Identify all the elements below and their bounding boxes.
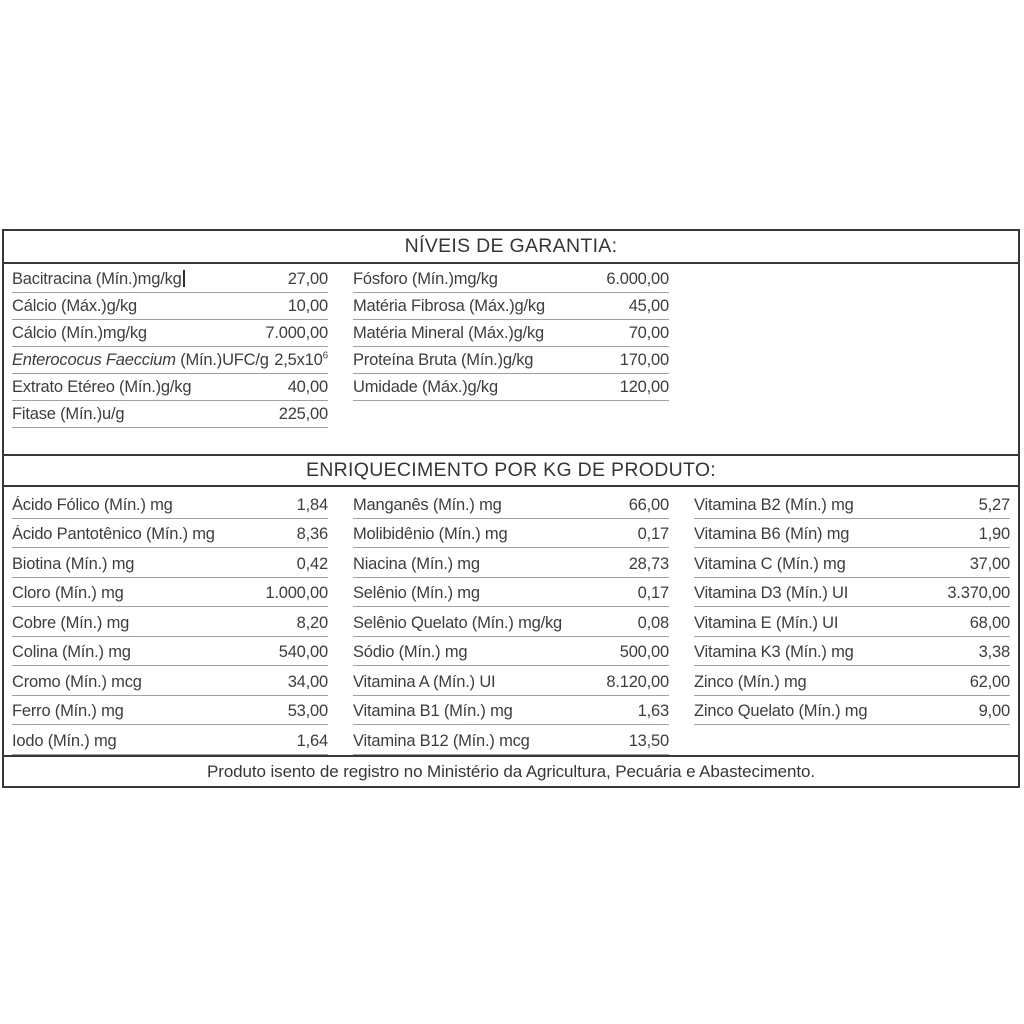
text-cursor <box>183 270 185 287</box>
row-value: 7.000,00 <box>265 324 328 342</box>
row-value: 500,00 <box>619 643 669 661</box>
row-value: 27,00 <box>287 270 328 288</box>
row-label: Umidade (Máx.)g/kg <box>353 378 498 396</box>
table-row <box>12 401 328 428</box>
row-label: Selênio (Mín.) mg <box>353 584 480 602</box>
row-label: Molibidênio (Mín.) mg <box>353 525 508 543</box>
row-value: 8.120,00 <box>606 672 669 691</box>
table-row <box>694 696 1010 726</box>
row-label: Vitamina B2 (Mín.) mg <box>694 495 854 514</box>
section-title-text: NÍVEIS DE GARANTIA: <box>404 235 618 257</box>
row-value: 1.000,00 <box>265 584 328 602</box>
section-enriquecimento-content <box>4 487 1018 755</box>
row-label: Fósforo (Mín.)mg/kg <box>353 270 498 288</box>
table-row <box>12 696 328 726</box>
row-value: 540,00 <box>278 643 328 661</box>
scientific-name: Enterococus Faeccium <box>12 351 176 369</box>
row-value: 66,00 <box>628 495 669 514</box>
row-label: Vitamina D3 (Mín.) UI <box>694 584 849 602</box>
row-value: 68,00 <box>969 613 1010 632</box>
table-row <box>12 578 328 608</box>
table-row <box>353 519 669 549</box>
row-label: Selênio Quelato (Mín.) mg/kg <box>353 613 562 632</box>
niveis-column-1 <box>12 266 328 454</box>
table-row <box>12 293 328 320</box>
table-row <box>353 666 669 696</box>
row-label: Cálcio (Máx.)g/kg <box>12 297 137 315</box>
section-title-text: ENRIQUECIMENTO POR KG DE PRODUTO: <box>305 459 717 481</box>
row-value: 1,63 <box>637 702 669 720</box>
table-row <box>12 666 328 696</box>
table-row <box>12 320 328 347</box>
row-label: Vitamina A (Mín.) UI <box>353 672 496 691</box>
row-value: 170,00 <box>619 351 669 369</box>
table-row <box>694 548 1010 578</box>
row-value: 0,08 <box>637 613 669 632</box>
row-label: Sódio (Mín.) mg <box>353 643 468 661</box>
row-value: 45,00 <box>628 297 669 315</box>
table-row <box>353 696 669 726</box>
table-row <box>694 666 1010 696</box>
row-label: Matéria Fibrosa (Máx.)g/kg <box>353 297 545 315</box>
row-label: Ácido Pantotênico (Mín.) mg <box>12 525 215 543</box>
row-label: Vitamina K3 (Mín.) mg <box>694 643 854 661</box>
row-value: 8,20 <box>296 613 328 632</box>
row-value: 0,17 <box>637 584 669 602</box>
table-row <box>12 347 328 374</box>
row-label: Ácido Fólico (Mín.) mg <box>12 495 173 514</box>
footer-text: Produto isento de registro no Ministério da Agricultura, Pecuária e Abastecimento. <box>207 762 815 781</box>
enriquecimento-column-3 <box>694 489 1010 755</box>
row-label: Cobre (Mín.) mg <box>12 613 130 632</box>
row-value: 3,38 <box>978 643 1010 661</box>
table-row <box>353 637 669 667</box>
row-value: 37,00 <box>969 554 1010 573</box>
section-title-niveis-de-garantia <box>4 231 1018 264</box>
row-label: Vitamina E (Mín.) UI <box>694 613 839 632</box>
row-label: Iodo (Mín.) mg <box>12 731 117 750</box>
row-value: 5,27 <box>978 495 1010 514</box>
table-row <box>353 374 669 401</box>
row-label: Enterococus Faeccium (Mín.)UFC/g <box>12 351 269 369</box>
row-label: Cloro (Mín.) mg <box>12 584 124 602</box>
row-label: Vitamina B1 (Mín.) mg <box>353 702 513 720</box>
table-row <box>12 637 328 667</box>
row-label: Niacina (Mín.) mg <box>353 554 480 573</box>
table-row <box>12 519 328 549</box>
row-label: Vitamina B6 (Mín) mg <box>694 525 850 543</box>
table-row <box>694 578 1010 608</box>
row-label: Biotina (Mín.) mg <box>12 554 135 573</box>
table-row <box>12 548 328 578</box>
row-value: 0,42 <box>296 554 328 573</box>
table-row <box>353 578 669 608</box>
table-row <box>353 725 669 755</box>
row-value: 28,73 <box>628 554 669 573</box>
row-label: Vitamina B12 (Mín.) mcg <box>353 731 530 750</box>
row-label: Cálcio (Mín.)mg/kg <box>12 324 147 342</box>
table-row <box>353 607 669 637</box>
enriquecimento-column-1 <box>12 489 328 755</box>
row-value: 53,00 <box>287 702 328 720</box>
table-row <box>694 519 1010 549</box>
section-title-enriquecimento <box>4 454 1018 487</box>
row-value: 9,00 <box>978 702 1010 720</box>
guarantee-table <box>2 229 1020 788</box>
row-value: 62,00 <box>969 672 1010 691</box>
niveis-column-3-empty <box>694 266 1010 454</box>
row-value: 1,64 <box>296 731 328 750</box>
section-niveis-content <box>4 264 1018 454</box>
row-label: Proteína Bruta (Mín.)g/kg <box>353 351 534 369</box>
row-value: 40,00 <box>287 378 328 396</box>
row-label: Manganês (Mín.) mg <box>353 495 502 514</box>
niveis-column-2 <box>353 266 669 454</box>
table-row <box>694 607 1010 637</box>
row-label: Fitase (Mín.)u/g <box>12 405 125 423</box>
row-label: Vitamina C (Mín.) mg <box>694 554 846 573</box>
row-label: Cromo (Mín.) mcg <box>12 672 142 691</box>
table-row <box>694 637 1010 667</box>
table-row <box>353 320 669 347</box>
table-row <box>353 489 669 519</box>
row-value: 225,00 <box>278 405 328 423</box>
table-row <box>12 374 328 401</box>
table-row <box>12 607 328 637</box>
row-value: 1,90 <box>978 525 1010 543</box>
enriquecimento-column-2 <box>353 489 669 755</box>
row-label: Ferro (Mín.) mg <box>12 702 124 720</box>
row-value: 120,00 <box>619 378 669 396</box>
row-value: 70,00 <box>628 324 669 342</box>
row-value: 8,36 <box>296 525 328 543</box>
table-row <box>12 489 328 519</box>
row-value: 1,84 <box>296 495 328 514</box>
table-row <box>353 266 669 293</box>
row-value: 34,00 <box>287 672 328 691</box>
row-value: 6.000,00 <box>606 270 669 288</box>
row-value: 0,17 <box>637 525 669 543</box>
row-label: Bacitracina (Mín.)mg/kg <box>12 270 185 289</box>
table-row <box>12 725 328 755</box>
table-row <box>353 347 669 374</box>
row-label: Zinco Quelato (Mín.) mg <box>694 702 868 720</box>
row-value: 10,00 <box>287 297 328 315</box>
registration-exemption-note <box>4 755 1018 786</box>
row-value: 3.370,00 <box>947 584 1010 602</box>
value-superscript: 6 <box>322 350 328 362</box>
row-label: Colina (Mín.) mg <box>12 643 131 661</box>
table-row <box>353 548 669 578</box>
table-row <box>694 489 1010 519</box>
row-label: Zinco (Mín.) mg <box>694 672 807 691</box>
table-row <box>353 293 669 320</box>
row-value: 13,50 <box>628 731 669 750</box>
row-label: Matéria Mineral (Máx.)g/kg <box>353 324 545 342</box>
row-value: $2,5x10^6$ <box>274 350 328 369</box>
row-label: Extrato Etéreo (Mín.)g/kg <box>12 378 192 396</box>
table-row <box>12 266 328 293</box>
